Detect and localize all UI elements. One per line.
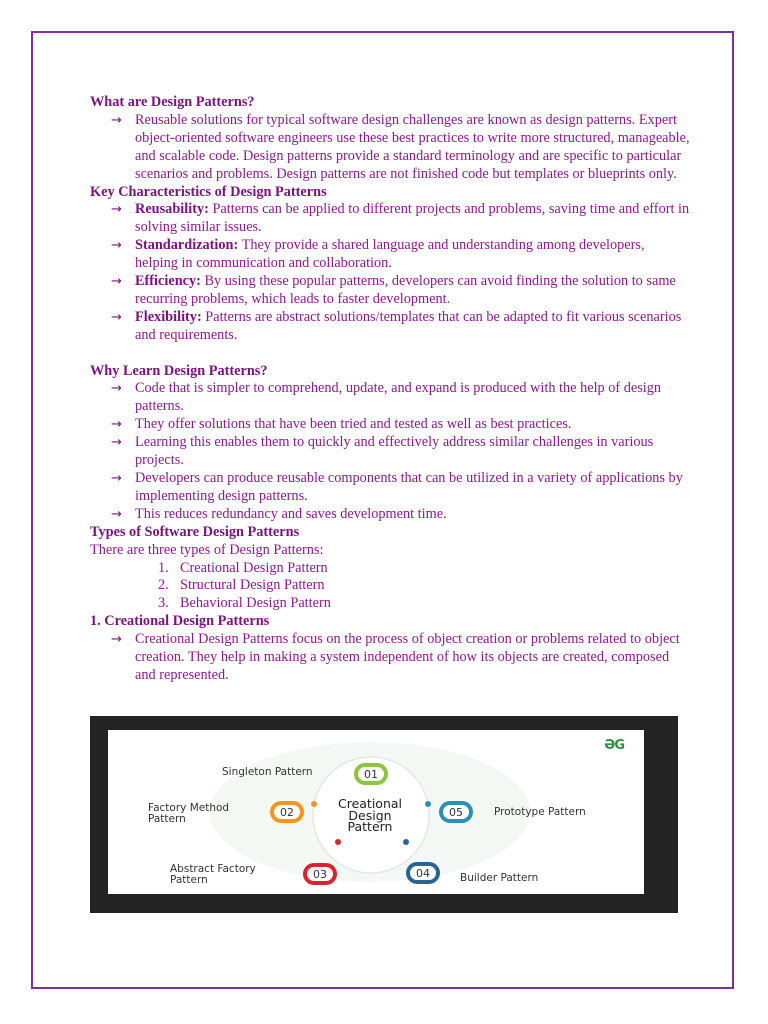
node-04: 04: [406, 862, 440, 884]
creational-list: [90, 631, 690, 685]
why-learn-list: [90, 380, 690, 523]
label-prototype: Prototype Pattern: [494, 806, 586, 818]
arrow-icon: →: [111, 471, 122, 487]
arrow-icon: →: [111, 112, 122, 128]
label-singleton: Singleton Pattern: [222, 766, 313, 778]
document-body: [90, 94, 690, 685]
heading-key-characteristics: Key Characteristics of Design Patterns: [90, 183, 327, 200]
connector-dot: [425, 801, 431, 807]
types-list: [90, 560, 690, 614]
list-item-reusability: → Reusability: Patterns can be applied to different projects and problems, saving time and effort in solving similar issues.: [111, 201, 690, 236]
list-item: 3. Behavioral Design Pattern: [158, 595, 331, 612]
label-builder: Builder Pattern: [460, 872, 539, 884]
arrow-icon: →: [111, 381, 122, 397]
list-item: → Reusable solutions for typical software design challenges are known as design patterns. Expert object-oriented software engineers use these best practices to write more structured, manageable, and scalable code. Design patterns provide a standard terminology and are specific to particular scenarios and problems. Design patterns are not finished code but templates or blueprints only.: [111, 111, 690, 182]
geeksforgeeks-logo-icon: ƏG: [604, 738, 624, 753]
what-are-list: [90, 112, 690, 184]
connector-dot: [335, 839, 341, 845]
connector-dot: [311, 801, 317, 807]
heading-types: Types of Software Design Patterns: [90, 523, 300, 540]
arrow-icon: →: [111, 274, 122, 290]
arrow-icon: →: [111, 238, 122, 254]
creational-patterns-figure: [90, 716, 678, 913]
node-01: 01: [354, 763, 388, 785]
list-item: → Creational Design Patterns focus on the process of object creation or problems related to object creation. They help in making a system independent of how its objects are created, composed and represented.: [111, 631, 680, 683]
center-label: Creational Design Pattern: [337, 796, 403, 834]
list-item: → This reduces redundancy and saves development time.: [111, 505, 447, 522]
figure-canvas: [108, 730, 644, 894]
characteristics-list: [90, 201, 690, 344]
arrow-icon: →: [111, 417, 122, 433]
heading-creational: 1. Creational Design Patterns: [90, 613, 270, 630]
list-item: 1. Creational Design Pattern: [158, 559, 328, 576]
list-item-flexibility: → Flexibility: Patterns are abstract solutions/templates that can be adapted to fit various scenarios and requirements.: [111, 308, 682, 343]
arrow-icon: →: [111, 309, 122, 325]
label-abstract-factory: Abstract Factory Pattern: [170, 863, 256, 886]
list-item: → Learning this enables them to quickly and effectively address similar challenges in various projects.: [111, 434, 654, 469]
heading-why-learn: Why Learn Design Patterns?: [90, 362, 268, 379]
node-02: 02: [270, 801, 304, 823]
list-item: → Developers can produce reusable components that can be utilized in a variety of applications by implementing design patterns.: [111, 470, 683, 504]
connector-dot: [403, 839, 409, 845]
list-item: → They offer solutions that have been tried and tested as well as best practices.: [111, 416, 572, 433]
arrow-icon: →: [111, 506, 122, 522]
list-item-efficiency: → Efficiency: By using these popular patterns, developers can avoid finding the solution to same recurring problems, which leads to faster development.: [111, 273, 676, 307]
arrow-icon: →: [111, 202, 122, 218]
list-item: 2. Structural Design Pattern: [158, 577, 325, 594]
list-item: → Code that is simpler to comprehend, update, and expand is produced with the help of design patterns.: [111, 380, 662, 415]
node-05: 05: [439, 801, 473, 823]
arrow-icon: →: [111, 435, 122, 451]
label-factory-method: Factory Method Pattern: [148, 802, 230, 825]
types-intro: There are three types of Design Patterns:: [90, 541, 324, 558]
arrow-icon: →: [111, 632, 122, 648]
heading-what-are-design-patterns: What are Design Patterns?: [90, 94, 255, 110]
node-03: 03: [303, 863, 337, 885]
list-item-standardization: → Standardization: They provide a shared language and understanding among developers, helping in communication and collaboration.: [111, 237, 645, 272]
